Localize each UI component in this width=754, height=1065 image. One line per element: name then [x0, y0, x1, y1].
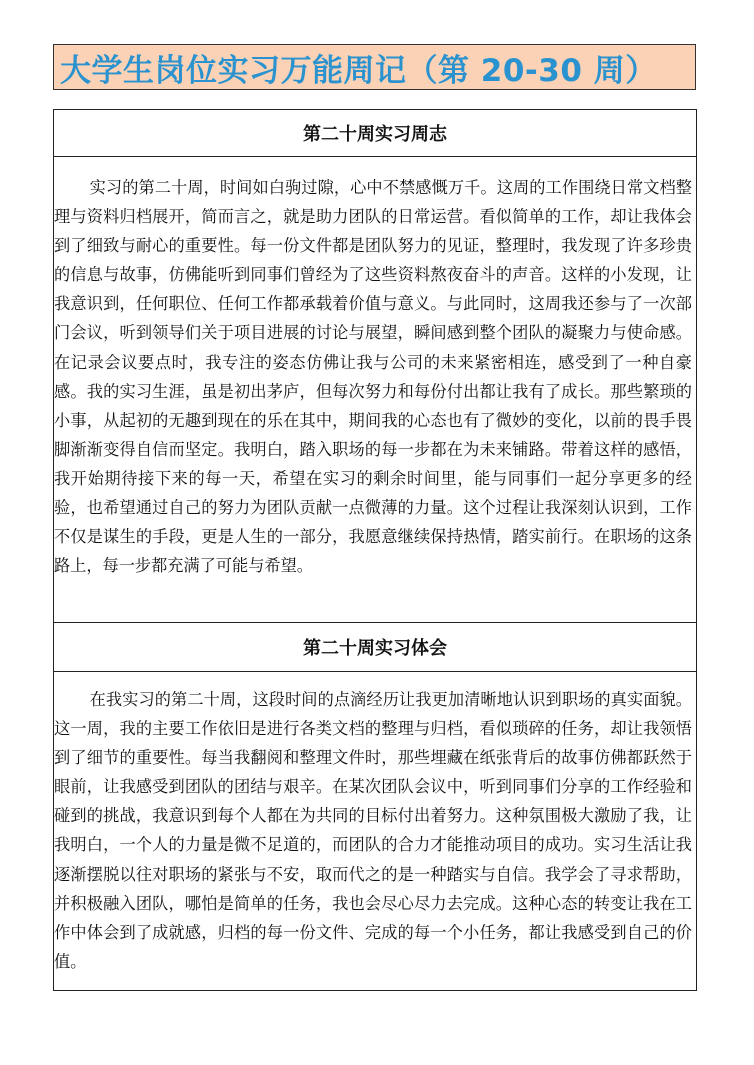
- divider: [54, 622, 696, 623]
- weekly-reflection-heading: 第二十周实习体会: [303, 638, 447, 659]
- page-title: 大学生岗位实习万能周记（第 20-30 周）: [53, 44, 696, 90]
- divider: [54, 671, 696, 672]
- journal-table: [53, 109, 697, 991]
- divider: [54, 156, 696, 157]
- weekly-journal-heading: 第二十周实习周志: [303, 124, 447, 145]
- weekly-journal-body: 实习的第二十周，时间如白驹过隙，心中不禁感慨万千。这周的工作围绕日常文档整理与资料归档展开，简而言之，就是助力团队的日常运营。看似简单的工作，却让我体会到了细致与耐心的重要性。每一份文件都是团队努力的见证，整理时，我发现了许多珍贵的信息与故事，仿佛能听到同事们曾经为了这些资料熬夜奋斗的声音。这样的小发现，让我意识到，任何职位、任何工作都承载着价值与意义。与此同时，这周我还参与了一次部门会议，听到领导们关于项目进展的讨论与展望，瞬间感到整个团队的凝聚力与使命感。在记录会议要点时，我专注的姿态仿佛让我与公司的未来紧密相连，感受到了一种自豪感。我的实习生涯，虽是初出茅庐，但每次努力和每份付出都让我有了成长。那些繁琐的小事，从起初的无趣到现在的乐在其中，期间我的心态也有了微妙的变化，以前的畏手畏脚渐渐变得自信而坚定。我明白，踏入职场的每一步都在为未来铺路。带着这样的感悟，我开始期待接下来的每一天，希望在实习的剩余时间里，能与同事们一起分享更多的经验，也希望通过自己的努力为团队贡献一点微薄的力量。这个过程让我深刻认识到，工作不仅是谋生的手段，更是人生的一部分，我愿意继续保持热情，踏实前行。在职场的这条路上，每一步都充满了可能与希望。: [54, 178, 692, 576]
- weekly-reflection-body: 在我实习的第二十周，这段时间的点滴经历让我更加清晰地认识到职场的真实面貌。这一周，我的主要工作依旧是进行各类文档的整理与归档，看似琐碎的任务，却让我领悟到了细节的重要性。每当我翻阅和整理文件时，那些埋藏在纸张背后的故事仿佛都跃然于眼前，让我感受到团队的团结与艰辛。在某次团队会议中，听到同事们分享的工作经验和碰到的挑战，我意识到每个人都在为共同的目标付出着努力。这种氛围极大激励了我，让我明白，一个人的力量是微不足道的，而团队的合力才能推动项目的成功。实习生活让我逐渐摆脱以往对职场的紧张与不安，取而代之的是一种踏实与自信。我学会了寻求帮助，并积极融入团队，哪怕是简单的任务，我也会尽心尽力去完成。这种心态的转变让我在工作中体会到了成就感，归档的每一份文件、完成的每一个小任务，都让我感受到自己的价值。: [54, 690, 692, 971]
